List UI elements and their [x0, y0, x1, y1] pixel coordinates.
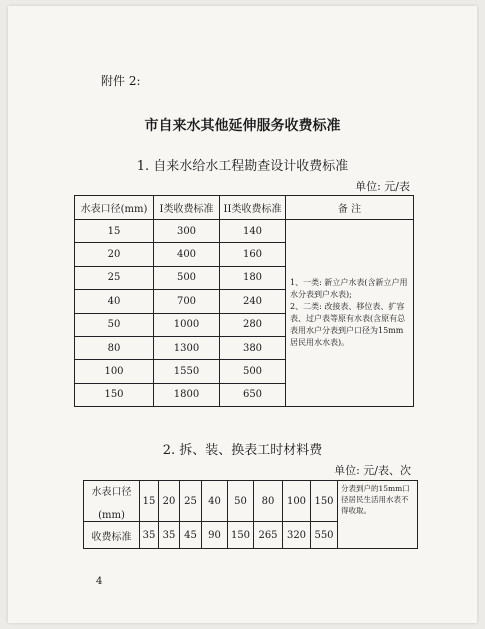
- fee-label: 收费标准: [84, 522, 140, 549]
- caliber-unit: (mm): [98, 510, 125, 521]
- cell-fee: 35: [159, 522, 180, 549]
- document-page: [8, 6, 477, 623]
- cell-class2: 380: [220, 336, 286, 359]
- cell-fee: 550: [311, 522, 338, 549]
- caliber-label: 水表口径: [91, 487, 132, 498]
- cell-class2: 180: [220, 266, 286, 289]
- cell-caliber: 80: [75, 336, 154, 359]
- section2-title: 2. 拆、装、换表工时材料费: [162, 443, 323, 458]
- cell-class1: 1800: [154, 383, 220, 406]
- cell-caliber: 50: [75, 313, 154, 336]
- section2-unit: 单位: 元/表、次: [334, 464, 411, 477]
- cell-class1: 400: [154, 243, 220, 266]
- cell-size: 150: [311, 481, 338, 522]
- cell-fee: 45: [180, 522, 202, 549]
- cell-caliber: 40: [75, 290, 154, 313]
- table-header-row: [75, 196, 414, 220]
- cell-class2: 160: [220, 243, 286, 266]
- cell-class2: 140: [220, 220, 286, 243]
- cell-caliber: 20: [75, 243, 154, 266]
- cell-fee: 320: [283, 522, 311, 549]
- cell-fee: 90: [202, 522, 228, 549]
- section1-unit: 单位: 元/表: [355, 180, 410, 193]
- cell-fee: 150: [228, 522, 254, 549]
- table-row-caliber: [84, 481, 418, 522]
- cell-size: 50: [228, 481, 254, 522]
- cell-size: 40: [202, 481, 228, 522]
- cell-fee: 35: [140, 522, 159, 549]
- cell-size: 100: [283, 481, 311, 522]
- cell-caliber: 25: [75, 266, 154, 289]
- header-caliber: 水表口径(mm): [75, 196, 154, 220]
- caliber-label-cell: [84, 481, 140, 522]
- cell-class1: 1550: [154, 360, 220, 383]
- cell-caliber: 15: [75, 220, 154, 243]
- cell-class1: 500: [154, 266, 220, 289]
- cell-size: 80: [254, 481, 283, 522]
- table-row: [75, 220, 414, 243]
- cell-class1: 1000: [154, 313, 220, 336]
- remarks-cell: [338, 481, 418, 549]
- header-class2: II类收费标准: [220, 196, 286, 220]
- cell-size: 15: [140, 481, 159, 522]
- meter-replacement-fee-table: [83, 480, 418, 549]
- attachment-label: 附件 2:: [101, 74, 141, 88]
- header-remarks: 备 注: [286, 196, 414, 220]
- header-class1: I类收费标准: [154, 196, 220, 220]
- cell-class2: 280: [220, 313, 286, 336]
- cell-class1: 1300: [154, 336, 220, 359]
- remarks-text: 1、一类: 新立户水表(含新立户用水分表到户水表); 2、二类: 改接表、移位表、扩容表、过户表等原有水表(含原有总表用水户分表到户口径为15mm居民用水水表)。: [290, 278, 408, 348]
- cell-class2: 650: [220, 383, 286, 406]
- cell-class2: 500: [220, 360, 286, 383]
- remarks-cell: [286, 220, 414, 407]
- cell-fee: 265: [254, 522, 283, 549]
- cell-caliber: 100: [75, 360, 154, 383]
- cell-caliber: 150: [75, 383, 154, 406]
- cell-class2: 240: [220, 290, 286, 313]
- cell-class1: 700: [154, 290, 220, 313]
- section1-title: 1. 自来水给水工程勘查设计收费标准: [136, 159, 349, 174]
- survey-design-fee-table: [74, 195, 414, 407]
- document-title: 市自来水其他延伸服务收费标准: [144, 118, 341, 134]
- remarks-text: 分表到户的15mm口径居民生活用水表不得收取。: [341, 484, 410, 515]
- cell-size: 20: [159, 481, 180, 522]
- cell-class1: 300: [154, 220, 220, 243]
- page-number: 4: [96, 576, 103, 587]
- cell-size: 25: [180, 481, 202, 522]
